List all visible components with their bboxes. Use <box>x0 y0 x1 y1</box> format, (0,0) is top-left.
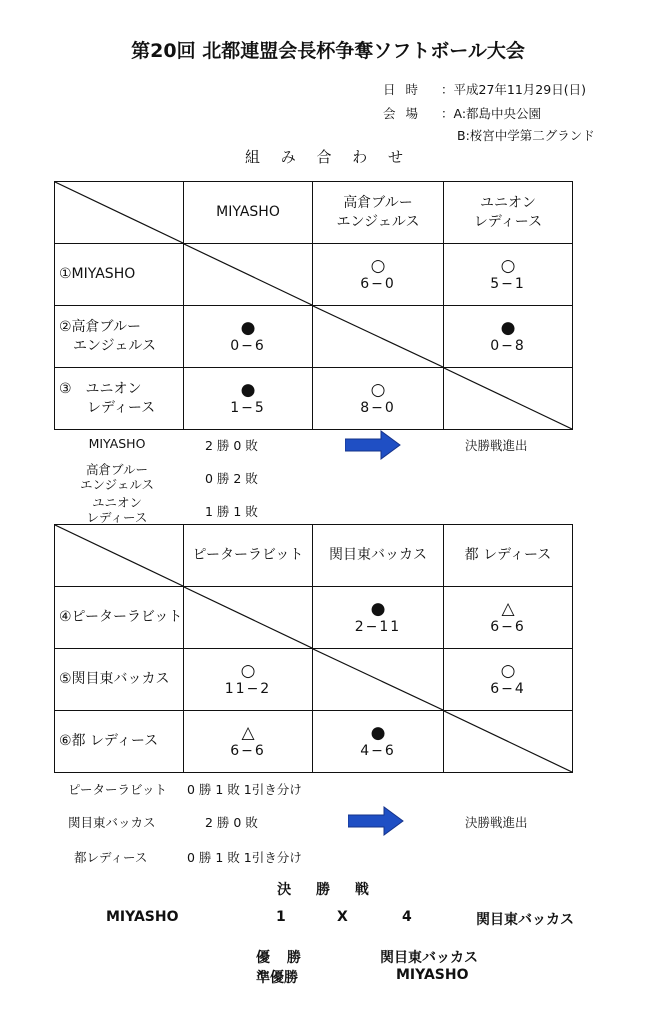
result-symbol: ● <box>240 379 256 400</box>
result-score: 4−6 <box>360 742 396 759</box>
subtitle: 組 み 合 わ せ <box>244 148 412 166</box>
diagonal-cell <box>184 587 313 649</box>
result-cell <box>184 711 313 773</box>
result-cell <box>444 587 573 649</box>
group1-row-label: ③ ユニオン レディース <box>55 368 184 430</box>
group2-row-label: ④ピーターラビット <box>55 587 184 649</box>
result-symbol: ● <box>500 317 516 338</box>
table-row <box>55 649 573 711</box>
venue-line <box>383 104 541 122</box>
arrow-right-icon <box>348 806 404 836</box>
result-symbol: ○ <box>500 660 516 681</box>
result-cell <box>313 244 444 306</box>
venue-label: 会 場 <box>383 106 421 121</box>
final-team-right: 関目東バッカス <box>476 912 574 928</box>
diagonal-cell <box>313 306 444 368</box>
group2-header-2: 関目東バッカス <box>329 547 427 563</box>
winner-label: 優 勝 <box>256 950 307 966</box>
group2-header <box>313 525 444 587</box>
result-score: 2−11 <box>354 618 402 635</box>
standing-record: 0 勝 2 敗 <box>205 471 258 486</box>
date-value: ：平成27年11月29日(日) <box>441 82 586 97</box>
result-score: 6−6 <box>490 618 526 635</box>
venue-a: ：A:都島中央公園 <box>441 106 542 121</box>
table-row <box>55 368 573 430</box>
result-symbol: ○ <box>370 379 386 400</box>
group1-corner-cell <box>55 182 184 244</box>
standing-team: 高倉ブルー エンジェルス <box>79 462 155 492</box>
result-score: 6−0 <box>360 275 396 292</box>
standing-record: 2 勝 0 敗 <box>205 815 258 830</box>
result-cell <box>184 649 313 711</box>
standing-record: 1 勝 1 敗 <box>205 504 258 519</box>
result-cell <box>313 711 444 773</box>
result-symbol: ● <box>240 317 256 338</box>
final-score-right: 4 <box>402 909 412 925</box>
result-score: 6−4 <box>490 680 526 697</box>
group1-header-2: 高倉ブルー エンジェルス <box>336 194 420 230</box>
standing-team: MIYASHO <box>88 436 146 451</box>
result-cell <box>313 368 444 430</box>
result-cell <box>313 587 444 649</box>
result-score: 0−8 <box>490 337 526 354</box>
group1-row-label: ①MIYASHO <box>55 244 184 306</box>
winner-name: 関目東バッカス <box>380 950 478 966</box>
advance-label: 決勝戦進出 <box>465 438 528 453</box>
group1-header <box>313 182 444 244</box>
result-score: 1−5 <box>230 399 266 416</box>
result-cell <box>444 306 573 368</box>
result-symbol: ● <box>370 598 386 619</box>
advance-label: 決勝戦進出 <box>465 815 528 830</box>
standing-team: ピーターラビット <box>68 782 168 797</box>
final-vs: X <box>337 909 348 925</box>
result-score: 8−0 <box>360 399 396 416</box>
result-score: 11−2 <box>224 680 272 697</box>
group2-corner-cell <box>55 525 184 587</box>
group1-header <box>444 182 573 244</box>
group2-row-label: ⑤関目東バッカス <box>55 649 184 711</box>
arrow-right-icon <box>345 430 401 460</box>
result-score: 5−1 <box>490 275 526 292</box>
runner-up-label: 準優勝 <box>256 970 298 986</box>
result-symbol: △ <box>501 598 515 619</box>
group1-table <box>54 181 573 430</box>
standing-record: 0 勝 1 敗 1引き分け <box>187 850 302 865</box>
page-title: 第20回 北都連盟会長杯争奪ソフトボール大会 <box>131 40 525 62</box>
table-row <box>55 306 573 368</box>
group2-header-3: 都 レディース <box>464 547 552 563</box>
result-score: 0−6 <box>230 337 266 354</box>
result-cell <box>444 649 573 711</box>
table-row <box>55 587 573 649</box>
group1-row-label: ②高倉ブルー エンジェルス <box>55 306 184 368</box>
standing-team: 都レディース <box>74 850 148 865</box>
result-cell <box>184 368 313 430</box>
group1-header <box>184 182 313 244</box>
standing-record: 2 勝 0 敗 <box>205 438 258 453</box>
result-symbol: ○ <box>370 255 386 276</box>
standing-record: 0 勝 1 敗 1引き分け <box>187 782 302 797</box>
result-symbol: ○ <box>500 255 516 276</box>
group2-header <box>184 525 313 587</box>
group1-header-1: MIYASHO <box>216 204 280 220</box>
final-heading: 決 勝 戦 <box>277 882 379 898</box>
diagonal-cell <box>444 711 573 773</box>
group1-header-3: ユニオン レディース <box>473 194 543 230</box>
venue-b: B:桜宮中学第二グランド <box>457 128 595 143</box>
table-row <box>55 711 573 773</box>
table-row <box>55 244 573 306</box>
result-symbol: ○ <box>240 660 256 681</box>
standing-team: ユニオン レディース <box>86 495 148 525</box>
group2-table <box>54 524 573 773</box>
final-score-left: 1 <box>276 909 286 925</box>
group2-header-1: ピーターラビット <box>192 547 304 563</box>
result-cell <box>444 244 573 306</box>
result-symbol: ● <box>370 722 386 743</box>
final-team-left: MIYASHO <box>106 909 179 925</box>
diagonal-cell <box>313 649 444 711</box>
group2-row-label: ⑥都 レディース <box>55 711 184 773</box>
date-label: 日 時 <box>383 82 421 97</box>
result-cell <box>184 306 313 368</box>
diagonal-cell <box>184 244 313 306</box>
date-line <box>383 80 586 98</box>
diagonal-cell <box>444 368 573 430</box>
runner-up-name: MIYASHO <box>396 967 469 983</box>
group2-header <box>444 525 573 587</box>
result-symbol: △ <box>241 722 255 743</box>
standing-team: 関目東バッカス <box>68 815 156 830</box>
result-score: 6−6 <box>230 742 266 759</box>
